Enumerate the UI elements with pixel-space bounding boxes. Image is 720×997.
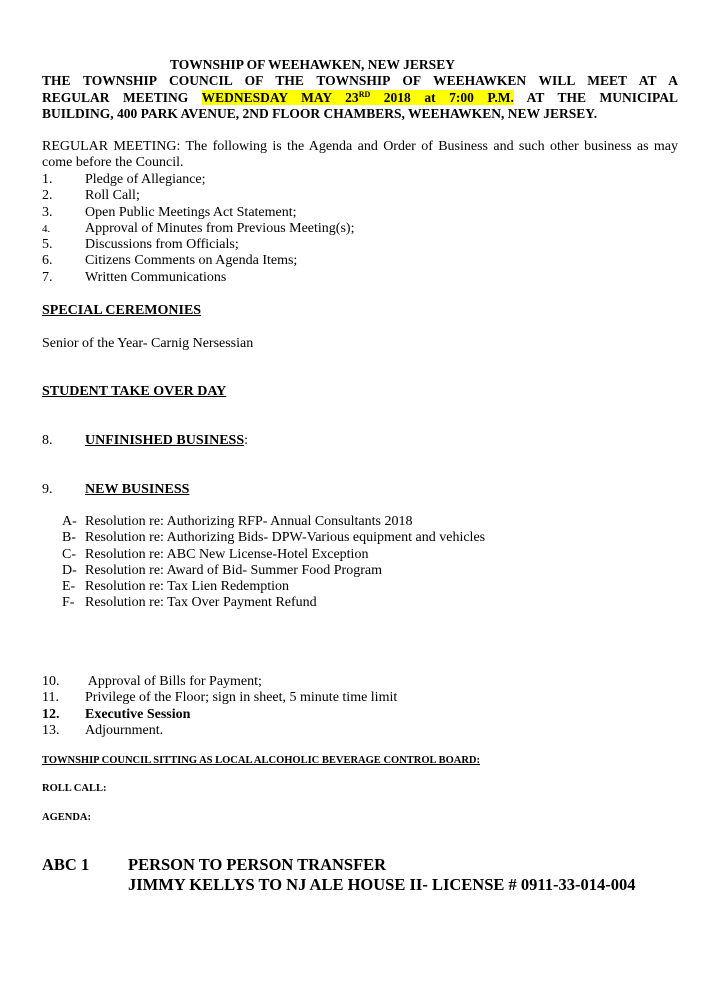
list-item (42, 530, 678, 546)
item-number: 10. (42, 674, 60, 689)
list-item (42, 270, 678, 286)
list-item (42, 563, 678, 579)
item-text: Resolution re: Award of Bid- Summer Food Program (85, 562, 382, 578)
item-letter: E- (62, 579, 76, 595)
list-item (42, 579, 678, 595)
item-text: Roll Call; (85, 188, 140, 204)
abc-item-line-2: JIMMY KELLYS TO NJ ALE HOUSE II- LICENSE # 0911-33-014-004 (128, 875, 636, 894)
list-item (42, 188, 678, 204)
list-item (42, 547, 678, 563)
list-item (42, 707, 678, 723)
agenda-list (42, 172, 678, 286)
meeting-date: WEDNESDAY MAY 23 (201, 89, 359, 105)
notice-line-2 (42, 90, 678, 107)
item-text: Executive Session (85, 706, 191, 722)
notice-line-3: BUILDING, 400 PARK AVENUE, 2ND FLOOR CHAMBERS, WEEHAWKEN, NEW JERSEY. (42, 106, 598, 121)
item-letter: F- (62, 595, 75, 611)
item-letter: B- (62, 530, 76, 546)
list-item (42, 723, 678, 739)
meeting-date-highlight (202, 90, 514, 105)
date-ordinal-suffix: RD (358, 89, 371, 99)
item-letter: A- (62, 514, 77, 529)
special-ceremonies-heading: SPECIAL CEREMONIES (42, 303, 202, 318)
item-number: 12. (42, 706, 60, 722)
item-text: Resolution re: Tax Over Payment Refund (85, 595, 317, 611)
special-ceremonies-text: Senior of the Year- Carnig Nersessian (42, 336, 254, 351)
item-text: Open Public Meetings Act Statement; (85, 204, 297, 220)
abc-roll-call: ROLL CALL: (42, 783, 107, 794)
item-letter: D- (62, 562, 77, 578)
item-number: 11. (42, 690, 59, 706)
abc-item-label: ABC 1 (42, 855, 90, 874)
item-text: Discussions from Officials; (85, 237, 239, 253)
item-text: Citizens Comments on Agenda Items; (85, 253, 298, 269)
item-text: Resolution re: Authorizing Bids- DPW-Various equipment and vehicles (85, 530, 486, 546)
list-item (42, 172, 678, 188)
item-number: 3. (42, 204, 53, 220)
list-item (42, 674, 678, 690)
list-item (42, 237, 678, 253)
item-text: Privilege of the Floor; sign in sheet, 5 minute time limit (85, 690, 398, 706)
item-number: 2. (42, 188, 53, 204)
item-text: Resolution re: Authorizing RFP- Annual Consultants 2018 (85, 514, 413, 529)
item-text: Pledge of Allegiance; (85, 172, 206, 187)
section-number: 9. (42, 482, 53, 497)
item-number: 13. (42, 722, 60, 738)
unfinished-business-heading: UNFINISHED BUSINESS (85, 433, 245, 448)
item-text: Written Communications (85, 269, 227, 285)
item-letter: C- (62, 546, 76, 562)
item-text: Approval of Bills for Payment; (85, 674, 262, 689)
list-item (42, 514, 678, 530)
regular-meeting-paragraph: REGULAR MEETING: The following is the Agenda and Order of Business and such other business as may come before the Council. (42, 139, 678, 170)
abc-item-line-1: PERSON TO PERSON TRANSFER (128, 855, 387, 874)
abc-board-heading: TOWNSHIP COUNCIL SITTING AS LOCAL ALCOHOLIC BEVERAGE CONTROL BOARD: (42, 755, 480, 766)
list-item (42, 221, 678, 237)
item-number: 1. (42, 172, 53, 187)
item-text: Adjournment. (85, 722, 164, 738)
heading-suffix: : (244, 433, 248, 448)
meeting-time: 2018 at 7:00 P.M. (370, 89, 514, 105)
item-number: 6. (42, 253, 53, 269)
closing-agenda-list (42, 674, 678, 739)
abc-agenda-label: AGENDA: (42, 812, 91, 823)
item-text: Resolution re: Tax Lien Redemption (85, 579, 290, 595)
item-number: 4. (42, 222, 51, 235)
section-number: 8. (42, 433, 53, 448)
notice-line-2-prefix: REGULAR MEETING (42, 89, 202, 105)
list-item (42, 253, 678, 269)
student-take-over-heading: STUDENT TAKE OVER DAY (42, 384, 227, 399)
meeting-notice (42, 73, 678, 123)
notice-line-1: THE TOWNSHIP COUNCIL OF THE TOWNSHIP OF WEEHAWKEN WILL MEET AT A (42, 73, 678, 88)
new-business-list (42, 514, 678, 612)
new-business-heading: NEW BUSINESS (85, 482, 190, 497)
document-title: TOWNSHIP OF WEEHAWKEN, NEW JERSEY (170, 57, 455, 72)
item-text: Resolution re: ABC New License-Hotel Exception (85, 546, 369, 562)
item-text: Approval of Minutes from Previous Meeting(s); (85, 220, 355, 236)
section-heading-wrap (85, 433, 248, 449)
item-number: 5. (42, 237, 53, 253)
list-item (42, 205, 678, 221)
list-item (42, 595, 678, 611)
list-item (42, 690, 678, 706)
notice-line-2-suffix: AT THE MUNICIPAL (513, 89, 678, 105)
item-number: 7. (42, 269, 53, 285)
